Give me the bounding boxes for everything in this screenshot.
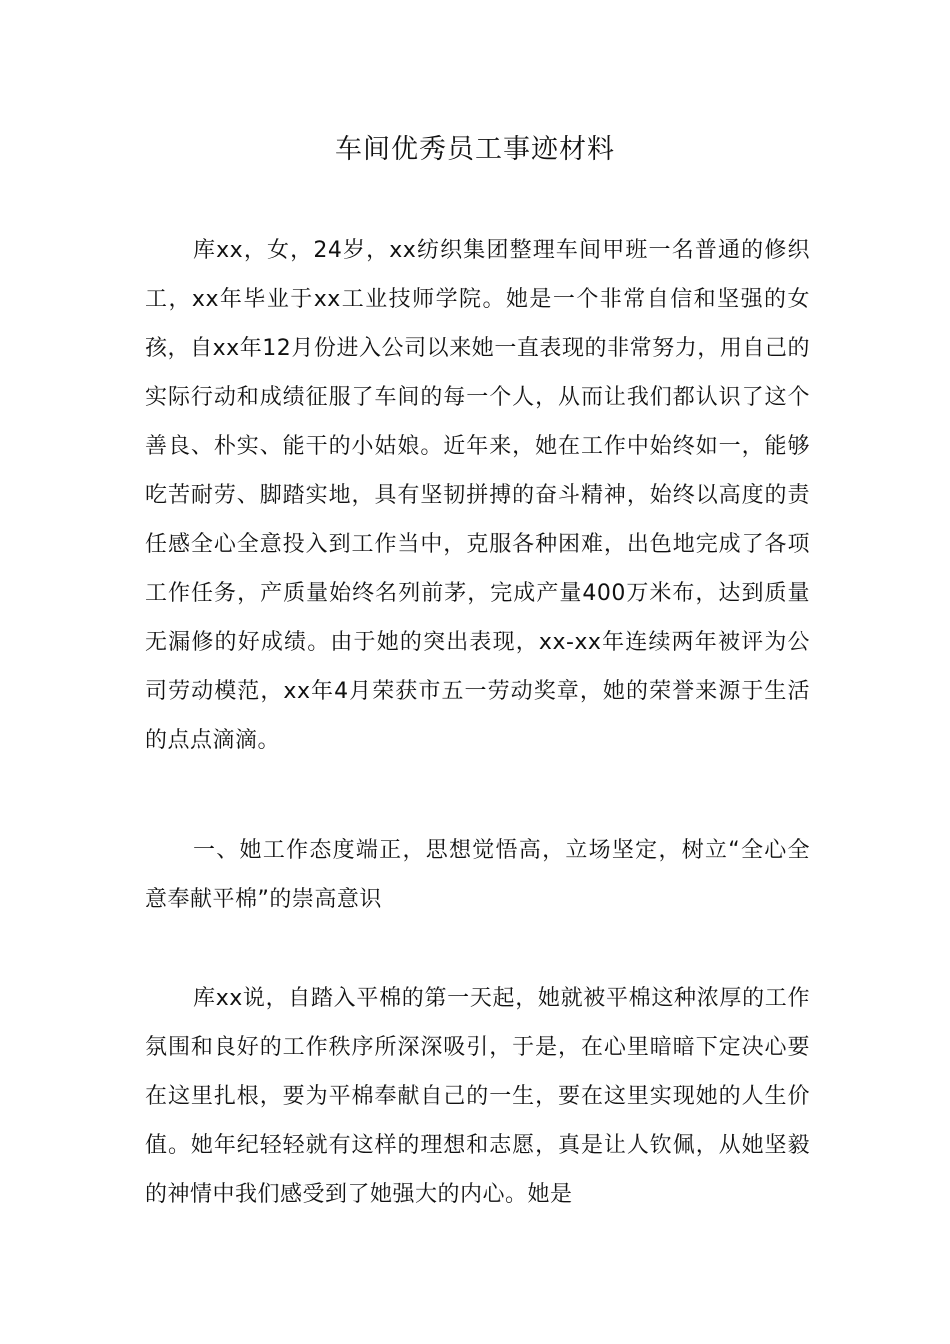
document-title: 车间优秀员工事迹材料 xyxy=(335,134,615,165)
intro-paragraph: 库xx，女，24岁，xx纺织集团整理车间甲班一名普通的修织工，xx年毕业于xx工业技师学院。她是一个非常自信和坚强的女孩，自xx年12月份进入公司以来她一直表现的非常努力，用自己的实际行动和成绩征服了车间的每一个人，从而让我们都认识了这个善良、朴实、能干的小姑娘。近年来，她在工作中始终如一，能够吃苦耐劳、脚踏实地，具有坚韧拼搏的奋斗精神，始终以高度的责任感全心全意投入到工作当中，克服各种困难，出色地完成了各项工作任务，产质量始终名列前茅，完成产量400万米布，达到质量无漏修的好成绩。由于她的突出表现，xx-xx年连续两年被评为公司劳动模范，xx年4月荣获市五一劳动奖章，她的荣誉来源于生活的点点滴滴。 xyxy=(145,238,810,753)
section-heading-1: 一、她工作态度端正，思想觉悟高，立场坚定，树立“全心全意奉献平棉”的崇高意识 xyxy=(145,838,810,912)
section-paragraph-1: 库xx说，自踏入平棉的第一天起，她就被平棉这种浓厚的工作氛围和良好的工作秩序所深深吸引，于是，在心里暗暗下定决心要在这里扎根，要为平棉奉献自己的一生，要在这里实现她的人生价值。她年纪轻轻就有这样的理想和志愿，真是让人钦佩，从她坚毅的神情中我们感受到了她强大的内心。她是 xyxy=(145,986,810,1207)
